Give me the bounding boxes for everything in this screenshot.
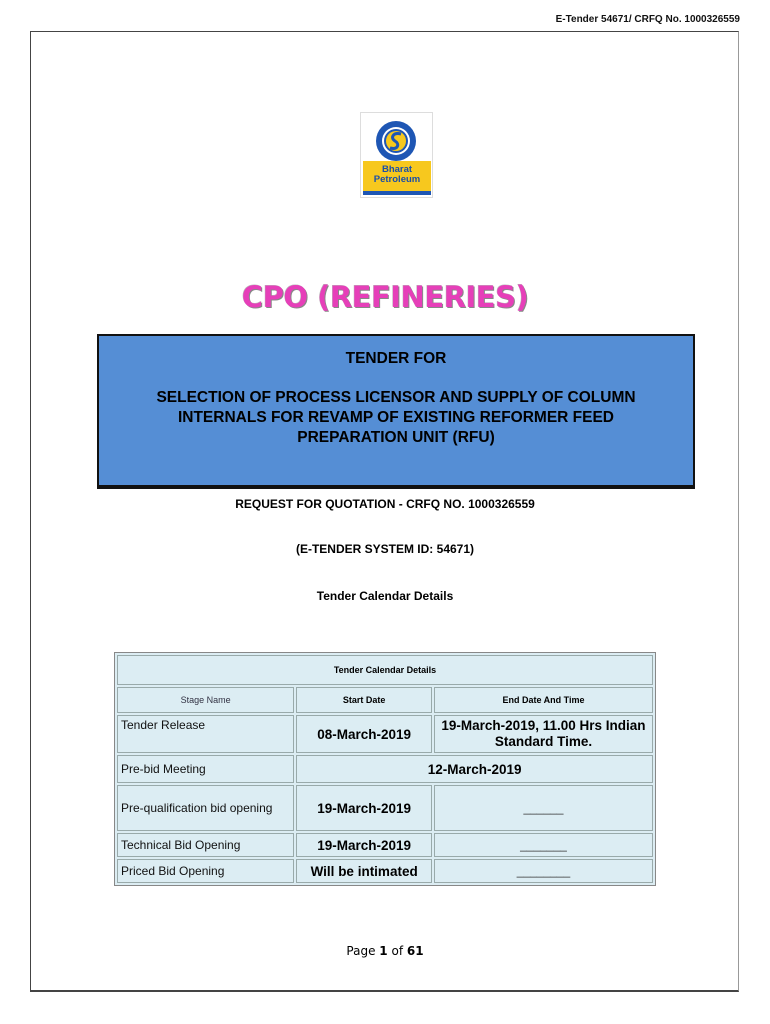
start-date-cell: 19-March-2019 — [296, 833, 432, 857]
tender-calendar-table — [114, 652, 656, 886]
page-prefix: Page — [346, 944, 380, 958]
logo-text-line2: Petroleum — [373, 174, 421, 185]
start-date-cell: 08-March-2019 — [296, 715, 432, 753]
column-header-stage-name: Stage Name — [117, 687, 294, 713]
column-header-end-date: End Date And Time — [434, 687, 653, 713]
cpo-refineries-title: CPO (REFINERIES) — [241, 280, 529, 314]
rfq-number-line: REQUEST FOR QUOTATION - CRFQ NO. 1000326559 — [235, 497, 535, 511]
tender-title-box — [97, 334, 695, 489]
column-header-start-date: Start Date — [296, 687, 432, 713]
stage-name-cell: Pre-qualification bid opening — [117, 785, 294, 831]
table-header-row — [117, 687, 653, 713]
logo-text-line1: Bharat — [381, 164, 413, 175]
end-date-cell: ______ — [434, 785, 653, 831]
page-total: 61 — [406, 944, 424, 958]
table-caption: Tender Calendar Details — [117, 655, 653, 685]
end-date-line: Standard Time. — [494, 734, 593, 749]
page-current: 1 — [379, 944, 388, 958]
start-date-cell: 19-March-2019 — [296, 785, 432, 831]
tender-for-heading: TENDER FOR — [345, 350, 447, 367]
tender-calendar-heading: Tender Calendar Details — [316, 589, 454, 603]
subject-line: SELECTION OF PROCESS LICENSOR AND SUPPLY OF COLUMN — [156, 389, 636, 406]
table-row — [117, 785, 653, 831]
logo-blue-strip — [363, 191, 431, 195]
start-date-cell: Will be intimated — [296, 859, 432, 883]
end-date-line: 19-March-2019, 11.00 Hrs Indian — [441, 718, 646, 733]
end-date-cell: ________ — [434, 859, 653, 883]
document-header-reference: E-Tender 54671/ CRFQ No. 1000326559 — [555, 14, 740, 25]
logo-brand-box — [363, 161, 431, 193]
stage-name-cell: Priced Bid Opening — [117, 859, 294, 883]
table-row — [117, 859, 653, 883]
bharat-petroleum-logo — [360, 112, 433, 198]
table-row — [117, 833, 653, 857]
merged-date-cell: 12-March-2019 — [296, 755, 653, 783]
table-row — [117, 715, 653, 753]
subject-line: PREPARATION UNIT (RFU) — [297, 429, 495, 446]
end-date-cell: _______ — [434, 833, 653, 857]
table-caption-row — [117, 655, 653, 685]
table-row — [117, 755, 653, 783]
page-number-footer — [0, 944, 770, 958]
e-tender-system-id: (E-TENDER SYSTEM ID: 54671) — [295, 542, 475, 556]
stage-name-cell: Pre-bid Meeting — [117, 755, 294, 783]
tender-subject — [109, 388, 683, 448]
bpcl-emblem-icon — [373, 119, 419, 163]
stage-name-cell: Technical Bid Opening — [117, 833, 294, 857]
page-of: of — [387, 944, 407, 958]
subject-line: INTERNALS FOR REVAMP OF EXISTING REFORMER FEED — [177, 409, 615, 426]
stage-name-cell: Tender Release — [117, 715, 294, 753]
end-date-cell — [434, 715, 653, 753]
